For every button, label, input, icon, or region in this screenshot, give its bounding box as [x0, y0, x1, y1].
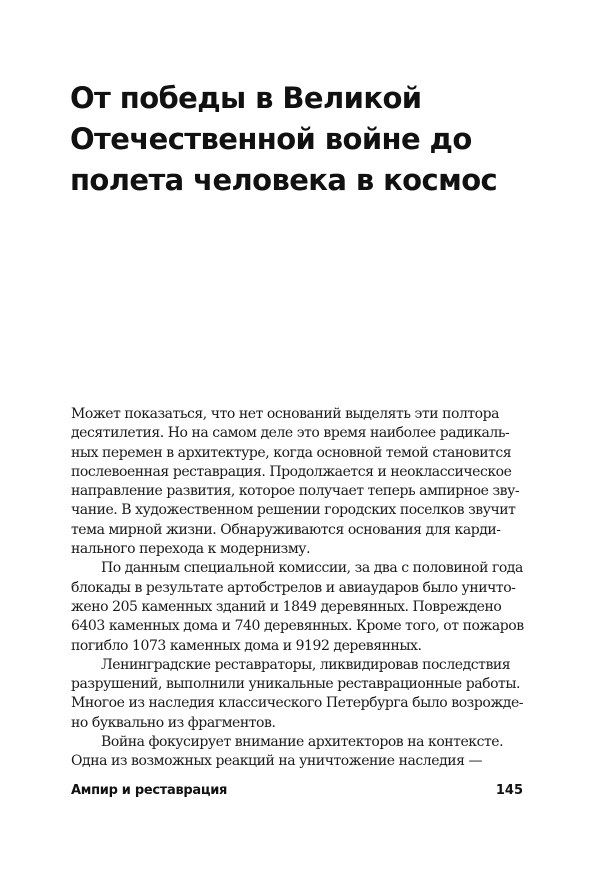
text-line: блокады в результате артобстрелов и авиаударов было уничто-	[71, 579, 516, 596]
title-line: Отечественной войне до	[70, 122, 472, 156]
text-line: жено 205 каменных зданий и 1849 деревянных. Повреждено	[71, 598, 502, 615]
text-line: Одна из возможных реакций на уничтожение наследия —	[71, 753, 483, 770]
text-line: послевоенная реставрация. Продолжается и неоклассическое	[71, 463, 512, 480]
text-line: 6403 каменных дома и 740 деревянных. Кроме того, от пожаров	[71, 618, 524, 635]
text-line: но буквально из фрагментов.	[71, 714, 276, 731]
text-line: Многое из наследия классического Петербурга было возрожде-	[71, 695, 524, 712]
text-line: разрушений, выполнили уникальные реставрационные работы.	[71, 676, 521, 693]
text-line: Может показаться, что нет оснований выделять эти полтора	[71, 406, 500, 422]
text-line: Война фокусирует внимание архитекторов на контексте.	[101, 734, 504, 751]
text-line: ных перемен в архитектуре, когда основной темой становится	[71, 444, 512, 461]
title-line: полета человека в космос	[70, 163, 498, 197]
text-line: тема мирной жизни. Обнаруживаются основания для карди-	[71, 521, 501, 538]
text-line: По данным специальной комиссии, за два с половиной года	[101, 560, 523, 577]
page-number: 145	[495, 783, 523, 798]
body-text	[71, 405, 531, 772]
page-title	[70, 78, 540, 201]
text-line: направление развития, которое получает теперь ампирное зву-	[71, 483, 520, 500]
text-line: Ленинградские реставраторы, ликвидировав последствия	[101, 656, 511, 673]
text-line: десятилетия. Но на самом деле это время наиболее радикаль-	[71, 425, 510, 442]
title-line: От победы в Великой	[70, 81, 422, 115]
running-footer-section: Ампир и реставрация	[71, 783, 228, 798]
page-footer	[71, 783, 523, 803]
text-line: чание. В художественном решении городских поселков звучит	[71, 502, 516, 519]
text-line: погибло 1073 каменных дома и 9192 деревянных.	[71, 637, 422, 654]
text-line: нального перехода к модернизму.	[71, 541, 311, 558]
